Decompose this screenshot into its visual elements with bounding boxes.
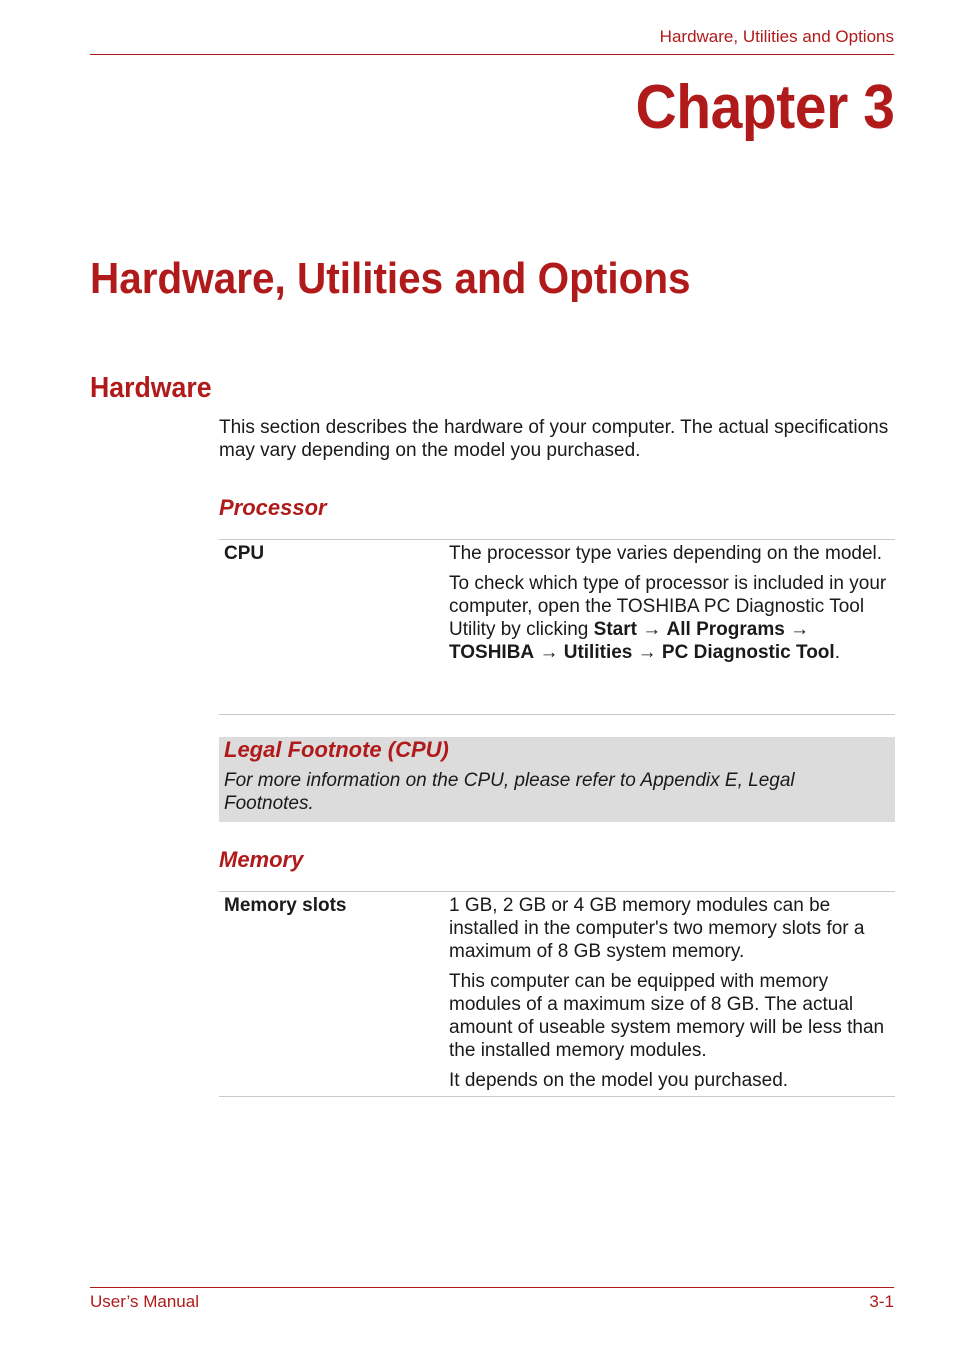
- footer-manual-title: User’s Manual: [90, 1292, 199, 1311]
- menu-path-pc-diagnostic-tool: PC Diagnostic Tool: [661, 642, 835, 663]
- processor-spec-row: [219, 539, 895, 715]
- menu-path-utilities: Utilities: [563, 642, 633, 663]
- memory-desc-1: 1 GB, 2 GB or 4 GB memory modules can be installed in the computer's two memory slots for a maximum of 8 GB system memory.: [449, 895, 865, 962]
- running-header: Hardware, Utilities and Options: [659, 27, 894, 46]
- spec-label-memory-slots: Memory slots: [224, 895, 347, 916]
- footnote-title: Legal Footnote (CPU): [224, 737, 449, 762]
- menu-path-all-programs: All Programs: [666, 619, 785, 640]
- chapter-label: Chapter 3: [635, 73, 894, 142]
- cpu-desc-2-suffix: .: [834, 642, 840, 663]
- subheading-memory: Memory: [219, 847, 304, 872]
- memory-spec-row: [219, 891, 895, 1097]
- spec-desc-cpu: [449, 540, 895, 668]
- page-title: Hardware, Utilities and Options: [90, 254, 691, 303]
- section-intro: This section describes the hardware of your computer. The actual specifications may vary depending on the model you purchased.: [219, 417, 889, 461]
- arrow-icon: →: [790, 619, 810, 640]
- legal-footnote-box: [219, 737, 895, 822]
- header-rule: [90, 54, 894, 55]
- cpu-desc-2: [449, 572, 889, 664]
- cpu-desc-1: The processor type varies depending on the model.: [449, 543, 883, 564]
- memory-desc-3: It depends on the model you purchased.: [449, 1070, 789, 1091]
- arrow-icon: →: [539, 642, 559, 663]
- arrow-icon: →: [642, 619, 662, 640]
- spec-label-cpu: CPU: [224, 543, 265, 564]
- memory-desc-2: This computer can be equipped with memory modules of a maximum size of 8 GB. The actual amount of useable system memory will be less than the installed memory modules.: [449, 971, 885, 1061]
- page-number: 3-1: [869, 1292, 894, 1311]
- subheading-processor: Processor: [219, 495, 327, 520]
- cpu-desc-2-text: To check which type of processor is included in your computer, open the TOSHIBA PC Diagnostic Tool Utility by clicking: [449, 573, 887, 640]
- menu-path-start: Start: [593, 619, 637, 640]
- menu-path-toshiba: TOSHIBA: [449, 642, 535, 663]
- spec-desc-memory: [449, 892, 895, 1096]
- footer-rule: [90, 1287, 894, 1288]
- footnote-text: For more information on the CPU, please refer to Appendix E, Legal Footnotes.: [224, 770, 795, 814]
- arrow-icon: →: [637, 642, 657, 663]
- section-heading-hardware: Hardware: [90, 372, 212, 404]
